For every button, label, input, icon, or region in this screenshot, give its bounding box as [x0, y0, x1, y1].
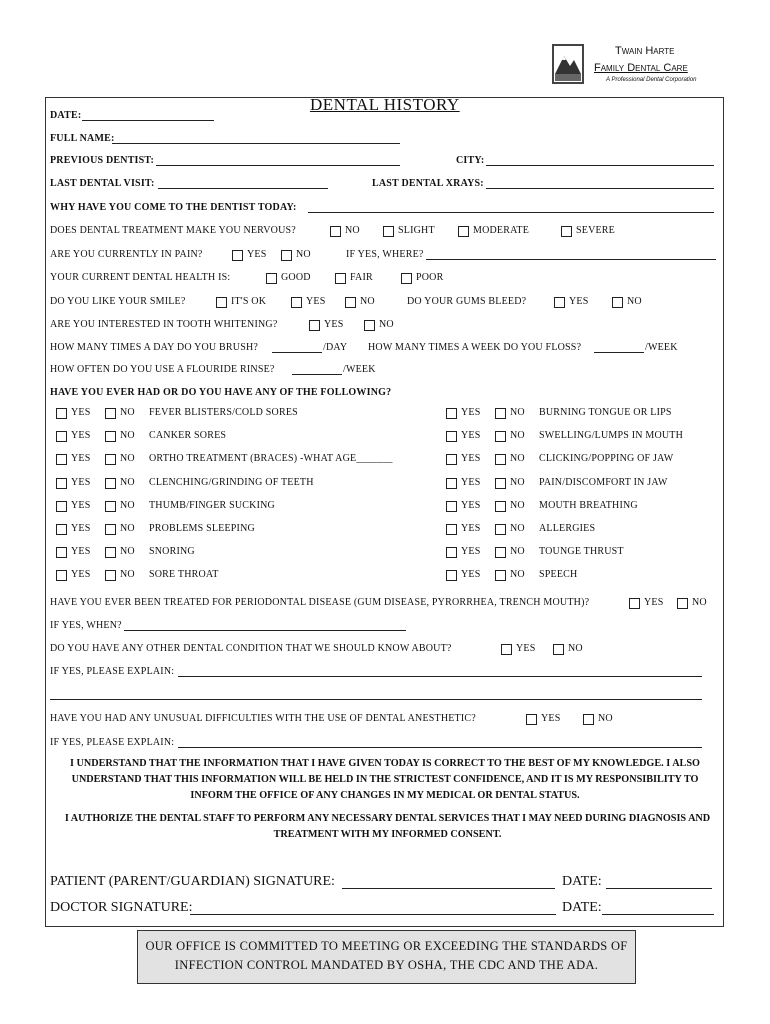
full-name-label: FULL NAME: [50, 133, 115, 144]
history-left-7-no-checkbox[interactable] [105, 570, 116, 581]
perio-question: HAVE YOU EVER BEEN TREATED FOR PERIODONTAL DISEASE (GUM DISEASE, PYRORRHEA, TRENCH MOUTH)? [50, 597, 590, 608]
gums-bleed-no-checkbox[interactable] [612, 297, 623, 308]
history-right-4-no-checkbox[interactable] [495, 501, 506, 512]
history-item-label: MOUTH BREATHING [539, 500, 638, 511]
whitening-yes-checkbox[interactable] [309, 320, 320, 331]
history-left-6-no-checkbox[interactable] [105, 547, 116, 558]
history-right-1-no-checkbox[interactable] [495, 431, 506, 442]
nervous-moderate-checkbox[interactable] [458, 226, 469, 237]
history-left-1-no-checkbox[interactable] [105, 431, 116, 442]
patient-signature-field[interactable] [342, 888, 555, 889]
other-yes-label: YES [516, 643, 536, 654]
consent-statement: I UNDERSTAND THAT THE INFORMATION THAT I HAVE GIVEN TODAY IS CORRECT TO THE BEST OF MY KNOWLEDGE. I ALSO UNDERSTAND THAT THIS INFORMATION WILL BE HELD IN THE STRICTEST CONFIDENCE, AND IT IS MY RESPONSIBILITY TO INFORM THE OFFICE OF ANY CHANGES IN MY MEDICAL OR DENTAL STATUS. [70, 758, 700, 801]
health-good-checkbox[interactable] [266, 273, 277, 284]
history-item-label: ORTHO TREATMENT (BRACES) -WHAT AGE_______ [149, 453, 393, 464]
history-yes-label: YES [461, 430, 481, 441]
history-left-0-no-checkbox[interactable] [105, 408, 116, 419]
history-item-label: FEVER BLISTERS/COLD SORES [149, 407, 298, 418]
smile-no-checkbox[interactable] [345, 297, 356, 308]
perio-yes-label: YES [644, 597, 664, 608]
other-no-checkbox[interactable] [553, 644, 564, 655]
history-item-label: THUMB/FINGER SUCKING [149, 500, 275, 511]
history-left-4-yes-checkbox[interactable] [56, 501, 67, 512]
history-right-0-yes-checkbox[interactable] [446, 408, 457, 419]
pain-where-field[interactable] [426, 259, 716, 260]
page-title: DENTAL HISTORY [310, 95, 460, 114]
history-yes-label: YES [71, 453, 91, 464]
history-yes-label: YES [461, 407, 481, 418]
city-label: CITY: [456, 155, 485, 166]
nervous-no-checkbox[interactable] [330, 226, 341, 237]
history-right-7-no-checkbox[interactable] [495, 570, 506, 581]
history-left-5-yes-checkbox[interactable] [56, 524, 67, 535]
last-xrays-label: LAST DENTAL XRAYS: [372, 178, 484, 189]
logo-name-line2: Family Dental Care [594, 62, 688, 74]
why-come-label: WHY HAVE YOU COME TO THE DENTIST TODAY: [50, 202, 297, 213]
history-left-6-yes-checkbox[interactable] [56, 547, 67, 558]
history-left-7-yes-checkbox[interactable] [56, 570, 67, 581]
history-yes-label: YES [461, 477, 481, 488]
other-explain-label: IF YES, PLEASE EXPLAIN: [50, 666, 175, 677]
history-no-label: NO [120, 430, 135, 441]
perio-no-checkbox[interactable] [677, 598, 688, 609]
last-visit-field[interactable] [158, 188, 328, 189]
date-label: DATE: [50, 110, 82, 121]
doctor-date-label: DATE: [562, 900, 602, 915]
whitening-yes-label: YES [324, 319, 344, 330]
history-no-label: NO [510, 430, 525, 441]
history-left-0-yes-checkbox[interactable] [56, 408, 67, 419]
smile-yes-label: YES [306, 296, 326, 307]
history-left-2-yes-checkbox[interactable] [56, 454, 67, 465]
history-no-label: NO [510, 500, 525, 511]
perio-when-label: IF YES, WHEN? [50, 620, 122, 631]
patient-date-label: DATE: [562, 874, 602, 889]
anesthetic-yes-label: YES [541, 713, 561, 724]
logo-name-line1: Twain Harte [615, 45, 675, 57]
health-question: YOUR CURRENT DENTAL HEALTH IS: [50, 272, 231, 283]
smile-no-label: NO [360, 296, 375, 307]
nervous-no-label: NO [345, 225, 360, 236]
history-yes-label: YES [461, 500, 481, 511]
history-no-label: NO [510, 407, 525, 418]
history-right-7-yes-checkbox[interactable] [446, 570, 457, 581]
last-visit-label: LAST DENTAL VISIT: [50, 178, 155, 189]
anesthetic-explain-label: IF YES, PLEASE EXPLAIN: [50, 737, 175, 748]
history-no-label: NO [510, 477, 525, 488]
history-left-5-no-checkbox[interactable] [105, 524, 116, 535]
gums-bleed-question: DO YOUR GUMS BLEED? [407, 296, 527, 307]
previous-dentist-label: PREVIOUS DENTIST: [50, 155, 155, 166]
history-left-2-no-checkbox[interactable] [105, 454, 116, 465]
history-yes-label: YES [71, 407, 91, 418]
history-left-4-no-checkbox[interactable] [105, 501, 116, 512]
history-no-label: NO [510, 569, 525, 580]
last-xrays-field[interactable] [486, 188, 714, 189]
pain-question: ARE YOU CURRENTLY IN PAIN? [50, 249, 203, 260]
history-yes-label: YES [461, 453, 481, 464]
pain-yes-label: YES [247, 249, 267, 260]
history-item-label: SNORING [149, 546, 195, 557]
logo-tagline: A Professional Dental Corporation [606, 77, 697, 83]
history-item-label: SPEECH [539, 569, 578, 580]
history-item-label: PAIN/DISCOMFORT IN JAW [539, 477, 668, 488]
anesthetic-explain-field[interactable] [178, 747, 702, 748]
history-right-3-no-checkbox[interactable] [495, 478, 506, 489]
history-right-5-yes-checkbox[interactable] [446, 524, 457, 535]
other-condition-question: DO YOU HAVE ANY OTHER DENTAL CONDITION THAT WE SHOULD KNOW ABOUT? [50, 643, 452, 654]
floss-unit: /WEEK [645, 342, 678, 353]
history-item-label: CLICKING/POPPING OF JAW [539, 453, 674, 464]
pain-where-label: IF YES, WHERE? [346, 249, 424, 260]
pain-yes-checkbox[interactable] [232, 250, 243, 261]
patient-date-field[interactable] [606, 888, 712, 889]
authorization-statement: I AUTHORIZE THE DENTAL STAFF TO PERFORM ANY NECESSARY DENTAL SERVICES THAT I MAY NEED DURING DIAGNOSIS AND TREATMENT WITH MY INFORMED CONSENT. [64, 813, 711, 840]
anesthetic-question: HAVE YOU HAD ANY UNUSUAL DIFFICULTIES WITH THE USE OF DENTAL ANESTHETIC? [50, 713, 476, 724]
history-left-1-yes-checkbox[interactable] [56, 431, 67, 442]
history-no-label: NO [120, 453, 135, 464]
history-yes-label: YES [461, 546, 481, 557]
health-good-label: GOOD [281, 272, 311, 283]
history-right-1-yes-checkbox[interactable] [446, 431, 457, 442]
gums-bleed-yes-checkbox[interactable] [554, 297, 565, 308]
anesthetic-no-label: NO [598, 713, 613, 724]
nervous-severe-label: SEVERE [576, 225, 615, 236]
history-yes-label: YES [71, 500, 91, 511]
nervous-severe-checkbox[interactable] [561, 226, 572, 237]
history-no-label: NO [510, 453, 525, 464]
nervous-slight-label: SLIGHT [398, 225, 435, 236]
history-yes-label: YES [71, 569, 91, 580]
history-item-label: ALLERGIES [539, 523, 596, 534]
perio-when-field[interactable] [124, 630, 406, 631]
history-item-label: SWELLING/LUMPS IN MOUTH [539, 430, 684, 441]
history-right-5-no-checkbox[interactable] [495, 524, 506, 535]
nervous-question: DOES DENTAL TREATMENT MAKE YOU NERVOUS? [50, 225, 296, 236]
history-item-label: PROBLEMS SLEEPING [149, 523, 255, 534]
brush-question: HOW MANY TIMES A DAY DO YOU BRUSH? [50, 342, 259, 353]
history-no-label: NO [120, 477, 135, 488]
other-yes-checkbox[interactable] [501, 644, 512, 655]
history-right-4-yes-checkbox[interactable] [446, 501, 457, 512]
why-come-field[interactable] [308, 212, 714, 213]
floss-field[interactable] [594, 352, 644, 353]
history-no-label: NO [120, 500, 135, 511]
history-yes-label: YES [461, 523, 481, 534]
pain-no-label: NO [296, 249, 311, 260]
rinse-field[interactable] [292, 374, 342, 375]
history-right-3-yes-checkbox[interactable] [446, 478, 457, 489]
history-heading: HAVE YOU EVER HAD OR DO YOU HAVE ANY OF THE FOLLOWING? [50, 387, 392, 398]
health-poor-label: POOR [416, 272, 444, 283]
health-poor-checkbox[interactable] [401, 273, 412, 284]
history-no-label: NO [120, 407, 135, 418]
history-item-label: SORE THROAT [149, 569, 219, 580]
history-item-label: BURNING TONGUE OR LIPS [539, 407, 672, 418]
city-field[interactable] [486, 165, 714, 166]
whitening-question: ARE YOU INTERESTED IN TOOTH WHITENING? [50, 319, 278, 330]
nervous-moderate-label: MODERATE [473, 225, 530, 236]
rinse-question: HOW OFTEN DO YOU USE A FLOURIDE RINSE? [50, 364, 275, 375]
history-no-label: NO [120, 523, 135, 534]
history-right-2-no-checkbox[interactable] [495, 454, 506, 465]
patient-signature-label: PATIENT (PARENT/GUARDIAN) SIGNATURE: [50, 874, 335, 889]
history-yes-label: YES [71, 523, 91, 534]
smile-yes-checkbox[interactable] [291, 297, 302, 308]
history-right-6-yes-checkbox[interactable] [446, 547, 457, 558]
previous-dentist-field[interactable] [156, 165, 400, 166]
history-left-3-no-checkbox[interactable] [105, 478, 116, 489]
history-yes-label: YES [71, 477, 91, 488]
history-yes-label: YES [461, 569, 481, 580]
brush-field[interactable] [272, 352, 322, 353]
history-right-6-no-checkbox[interactable] [495, 547, 506, 558]
date-field[interactable] [82, 120, 214, 121]
smile-ok-checkbox[interactable] [216, 297, 227, 308]
health-fair-label: FAIR [350, 272, 373, 283]
smile-question: DO YOU LIKE YOUR SMILE? [50, 296, 186, 307]
pain-no-checkbox[interactable] [281, 250, 292, 261]
history-yes-label: YES [71, 430, 91, 441]
anesthetic-no-checkbox[interactable] [583, 714, 594, 725]
whitening-no-checkbox[interactable] [364, 320, 375, 331]
history-no-label: NO [510, 523, 525, 534]
history-no-label: NO [510, 546, 525, 557]
health-fair-checkbox[interactable] [335, 273, 346, 284]
infection-control-notice: OUR OFFICE IS COMMITTED TO MEETING OR EXCEEDING THE STANDARDS OF INFECTION CONTROL MANDATED BY OSHA, THE CDC AND THE ADA. [137, 930, 636, 984]
smile-ok-label: IT'S OK [231, 296, 267, 307]
history-right-0-no-checkbox[interactable] [495, 408, 506, 419]
other-no-label: NO [568, 643, 583, 654]
perio-yes-checkbox[interactable] [629, 598, 640, 609]
other-explain-field-2[interactable] [50, 699, 702, 700]
gums-bleed-no-label: NO [627, 296, 642, 307]
floss-question: HOW MANY TIMES A WEEK DO YOU FLOSS? [368, 342, 582, 353]
history-item-label: CANKER SORES [149, 430, 227, 441]
history-yes-label: YES [71, 546, 91, 557]
history-right-2-yes-checkbox[interactable] [446, 454, 457, 465]
rinse-unit: /WEEK [343, 364, 376, 375]
doctor-signature-label: DOCTOR SIGNATURE: [50, 900, 193, 915]
history-left-3-yes-checkbox[interactable] [56, 478, 67, 489]
nervous-slight-checkbox[interactable] [383, 226, 394, 237]
brush-unit: /DAY [323, 342, 348, 353]
doctor-signature-field[interactable] [190, 914, 556, 915]
history-item-label: CLENCHING/GRINDING OF TEETH [149, 477, 314, 488]
gums-bleed-yes-label: YES [569, 296, 589, 307]
history-item-label: TOUNGE THRUST [539, 546, 624, 557]
mountain-logo-icon [552, 44, 584, 84]
whitening-no-label: NO [379, 319, 394, 330]
perio-no-label: NO [692, 597, 707, 608]
history-no-label: NO [120, 569, 135, 580]
doctor-date-field[interactable] [602, 914, 714, 915]
history-no-label: NO [120, 546, 135, 557]
other-explain-field[interactable] [178, 676, 702, 677]
anesthetic-yes-checkbox[interactable] [526, 714, 537, 725]
full-name-field[interactable] [112, 143, 400, 144]
